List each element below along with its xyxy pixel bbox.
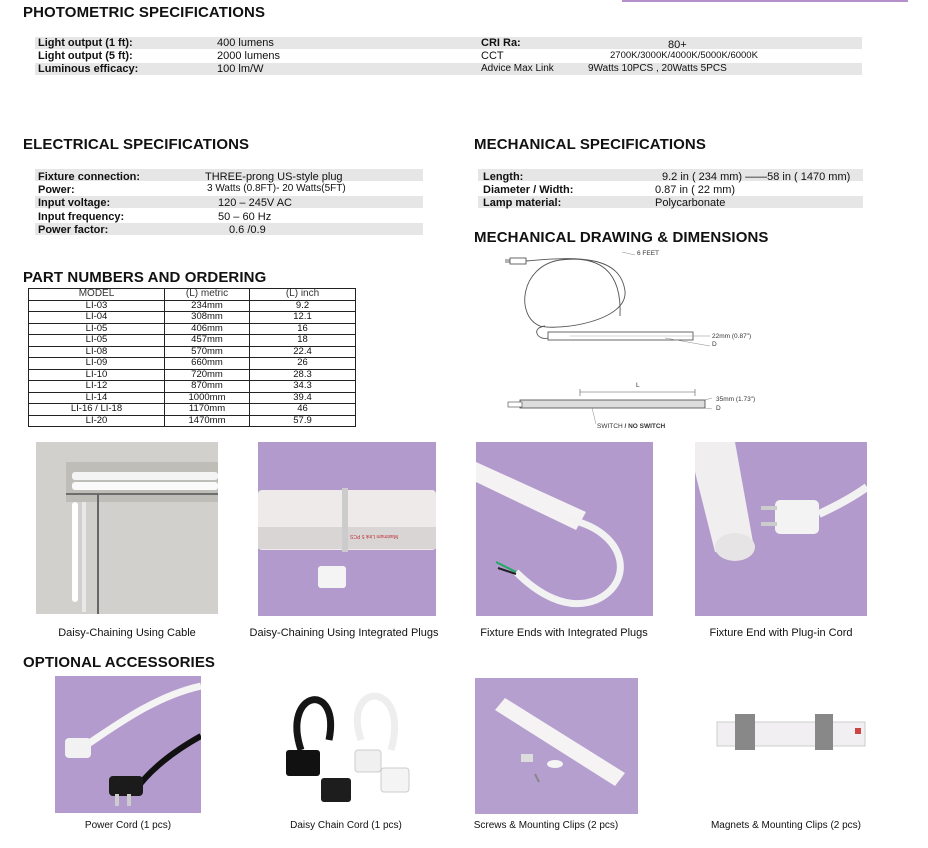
light-output-5ft-value: 2000 lumens	[217, 50, 280, 62]
model-cell: LI-03	[29, 300, 165, 312]
input-voltage-label: Input voltage:	[38, 197, 111, 209]
parts-row	[29, 392, 356, 404]
inch-cell: 57.9	[250, 415, 356, 427]
inch-cell: 16	[250, 323, 356, 335]
cord-length-label: 6 FEET	[637, 250, 660, 257]
photo-screws-clips	[475, 678, 638, 814]
power-label: Power:	[38, 184, 75, 196]
photometric-heading: PHOTOMETRIC SPECIFICATIONS	[23, 4, 266, 21]
length-value: 9.2 in ( 234 mm) ——58 in ( 1470 mm)	[662, 171, 851, 183]
inch-cell: 39.4	[250, 392, 356, 404]
parts-row	[29, 369, 356, 381]
photo-daisy-chain-cable	[36, 442, 218, 614]
parts-row	[29, 381, 356, 393]
drawing-heading: MECHANICAL DRAWING & DIMENSIONS	[474, 229, 769, 246]
input-frequency-label: Input frequency:	[38, 211, 125, 223]
caption-power-cord: Power Cord (1 pcs)	[84, 820, 172, 831]
model-cell: LI-09	[29, 358, 165, 370]
metric-cell: 720mm	[165, 369, 250, 381]
photo-plug-in-cord	[695, 442, 867, 616]
photometric-row-3	[35, 63, 862, 75]
accessories-heading: OPTIONAL ACCESSORIES	[23, 654, 216, 671]
col-inch: (L) inch	[250, 289, 356, 301]
caption-plug-in-cord: Fixture End with Plug-in Cord	[709, 627, 853, 639]
model-cell: LI-20	[29, 415, 165, 427]
length-label: Length:	[483, 171, 524, 183]
model-cell: LI-05	[29, 323, 165, 335]
photo-magnets-clips	[705, 706, 868, 766]
lamp-material-label: Lamp material:	[483, 197, 562, 209]
plug-shape	[510, 258, 526, 264]
light-output-1ft-value: 400 lumens	[217, 37, 274, 49]
caption-daisy-chain-cord: Daisy Chain Cord (1 pcs)	[290, 820, 402, 831]
fixture-connection-value: THREE-prong US-style plug	[205, 171, 343, 183]
parts-row	[29, 404, 356, 416]
advice-max-link-value: 9Watts 10PCS , 20Watts 5PCS	[588, 63, 727, 74]
diameter-label: Diameter / Width:	[483, 184, 574, 196]
fixture-connection-label: Fixture connection:	[38, 171, 141, 183]
light-output-5ft-label: Light output (5 ft):	[38, 50, 133, 62]
col-model: MODEL	[29, 289, 165, 301]
parts-row	[29, 323, 356, 335]
col-metric: (L) metric	[165, 289, 250, 301]
metric-cell: 1470mm	[165, 415, 250, 427]
parts-row	[29, 346, 356, 358]
inch-cell: 28.3	[250, 369, 356, 381]
inch-cell: 9.2	[250, 300, 356, 312]
parts-heading: PART NUMBERS AND ORDERING	[23, 269, 267, 286]
model-cell: LI-16 / LI-18	[29, 404, 165, 416]
parts-row	[29, 300, 356, 312]
input-voltage-value: 120 – 245V AC	[218, 197, 293, 209]
parts-row	[29, 415, 356, 427]
metric-cell: 870mm	[165, 381, 250, 393]
switch-label: SWITCH / NO SWITCH	[597, 423, 666, 430]
mechanical-heading: MECHANICAL SPECIFICATIONS	[474, 136, 706, 153]
luminous-efficacy-value: 100 lm/W	[217, 63, 264, 75]
photo-fixture-ends	[476, 442, 653, 616]
input-frequency-value: 50 – 60 Hz	[218, 211, 272, 223]
length-dim-label: L	[636, 382, 640, 389]
power-factor-value: 0.6 /0.9	[229, 224, 266, 236]
metric-cell: 1170mm	[165, 404, 250, 416]
caption-integrated-plugs: Daisy-Chaining Using Integrated Plugs	[249, 627, 439, 639]
power-factor-label: Power factor:	[38, 224, 109, 236]
model-cell: LI-05	[29, 335, 165, 347]
diameter-value: 0.87 in ( 22 mm)	[655, 184, 736, 196]
inch-cell: 46	[250, 404, 356, 416]
metric-cell: 570mm	[165, 346, 250, 358]
inch-cell: 34.3	[250, 381, 356, 393]
model-cell: LI-04	[29, 312, 165, 324]
metric-cell: 406mm	[165, 323, 250, 335]
height-dim-label: 35mm (1.73")	[716, 396, 756, 403]
top-accent-line	[622, 0, 908, 2]
cct-value: 2700K/3000K/4000K/5000K/6000K	[610, 50, 758, 61]
photo-integrated-plugs	[258, 442, 436, 616]
parts-row	[29, 335, 356, 347]
metric-cell: 234mm	[165, 300, 250, 312]
lamp-material-value: Polycarbonate	[655, 197, 726, 209]
caption-fixture-ends: Fixture Ends with Integrated Plugs	[480, 627, 648, 639]
model-cell: LI-10	[29, 369, 165, 381]
photo-daisy-chain-cord	[281, 670, 411, 813]
cord-loop	[525, 259, 625, 328]
mechanical-drawing	[500, 246, 800, 436]
advice-max-link-label: Advice Max Link	[481, 63, 554, 74]
metric-cell: 308mm	[165, 312, 250, 324]
metric-cell: 660mm	[165, 358, 250, 370]
metric-cell: 1000mm	[165, 392, 250, 404]
photometric-row-1	[35, 37, 862, 49]
metric-cell: 457mm	[165, 335, 250, 347]
inch-cell: 26	[250, 358, 356, 370]
caption-screws-clips: Screws & Mounting Clips (2 pcs)	[473, 820, 619, 831]
caption-daisy-chain-cable: Daisy-Chaining Using Cable	[58, 627, 196, 639]
power-value: 3 Watts (0.8FT)- 20 Watts(5FT)	[207, 183, 346, 194]
inch-cell: 12.1	[250, 312, 356, 324]
photo-power-cord	[55, 676, 201, 813]
inch-cell: 18	[250, 335, 356, 347]
parts-row	[29, 312, 356, 324]
lamp-front-view	[520, 400, 705, 408]
model-cell: LI-08	[29, 346, 165, 358]
cri-label: CRI Ra:	[481, 37, 521, 49]
cri-value: 80+	[668, 39, 687, 51]
electrical-heading: ELECTRICAL SPECIFICATIONS	[23, 136, 250, 153]
parts-row	[29, 358, 356, 370]
inch-cell: 22.4	[250, 346, 356, 358]
luminous-efficacy-label: Luminous efficacy:	[38, 63, 139, 75]
diameter-dim-label: 22mm (0.87")	[712, 333, 752, 340]
model-cell: LI-14	[29, 392, 165, 404]
diameter-dim-sub: D	[712, 341, 717, 348]
light-output-1ft-label: Light output (1 ft):	[38, 37, 133, 49]
max-link-sticker: Maximum Link 5 PCS	[350, 533, 399, 539]
cct-label: CCT	[481, 50, 504, 62]
model-cell: LI-12	[29, 381, 165, 393]
height-dim-sub: D	[716, 405, 721, 412]
parts-table	[28, 288, 356, 427]
caption-magnets-clips: Magnets & Mounting Clips (2 pcs)	[710, 820, 862, 831]
